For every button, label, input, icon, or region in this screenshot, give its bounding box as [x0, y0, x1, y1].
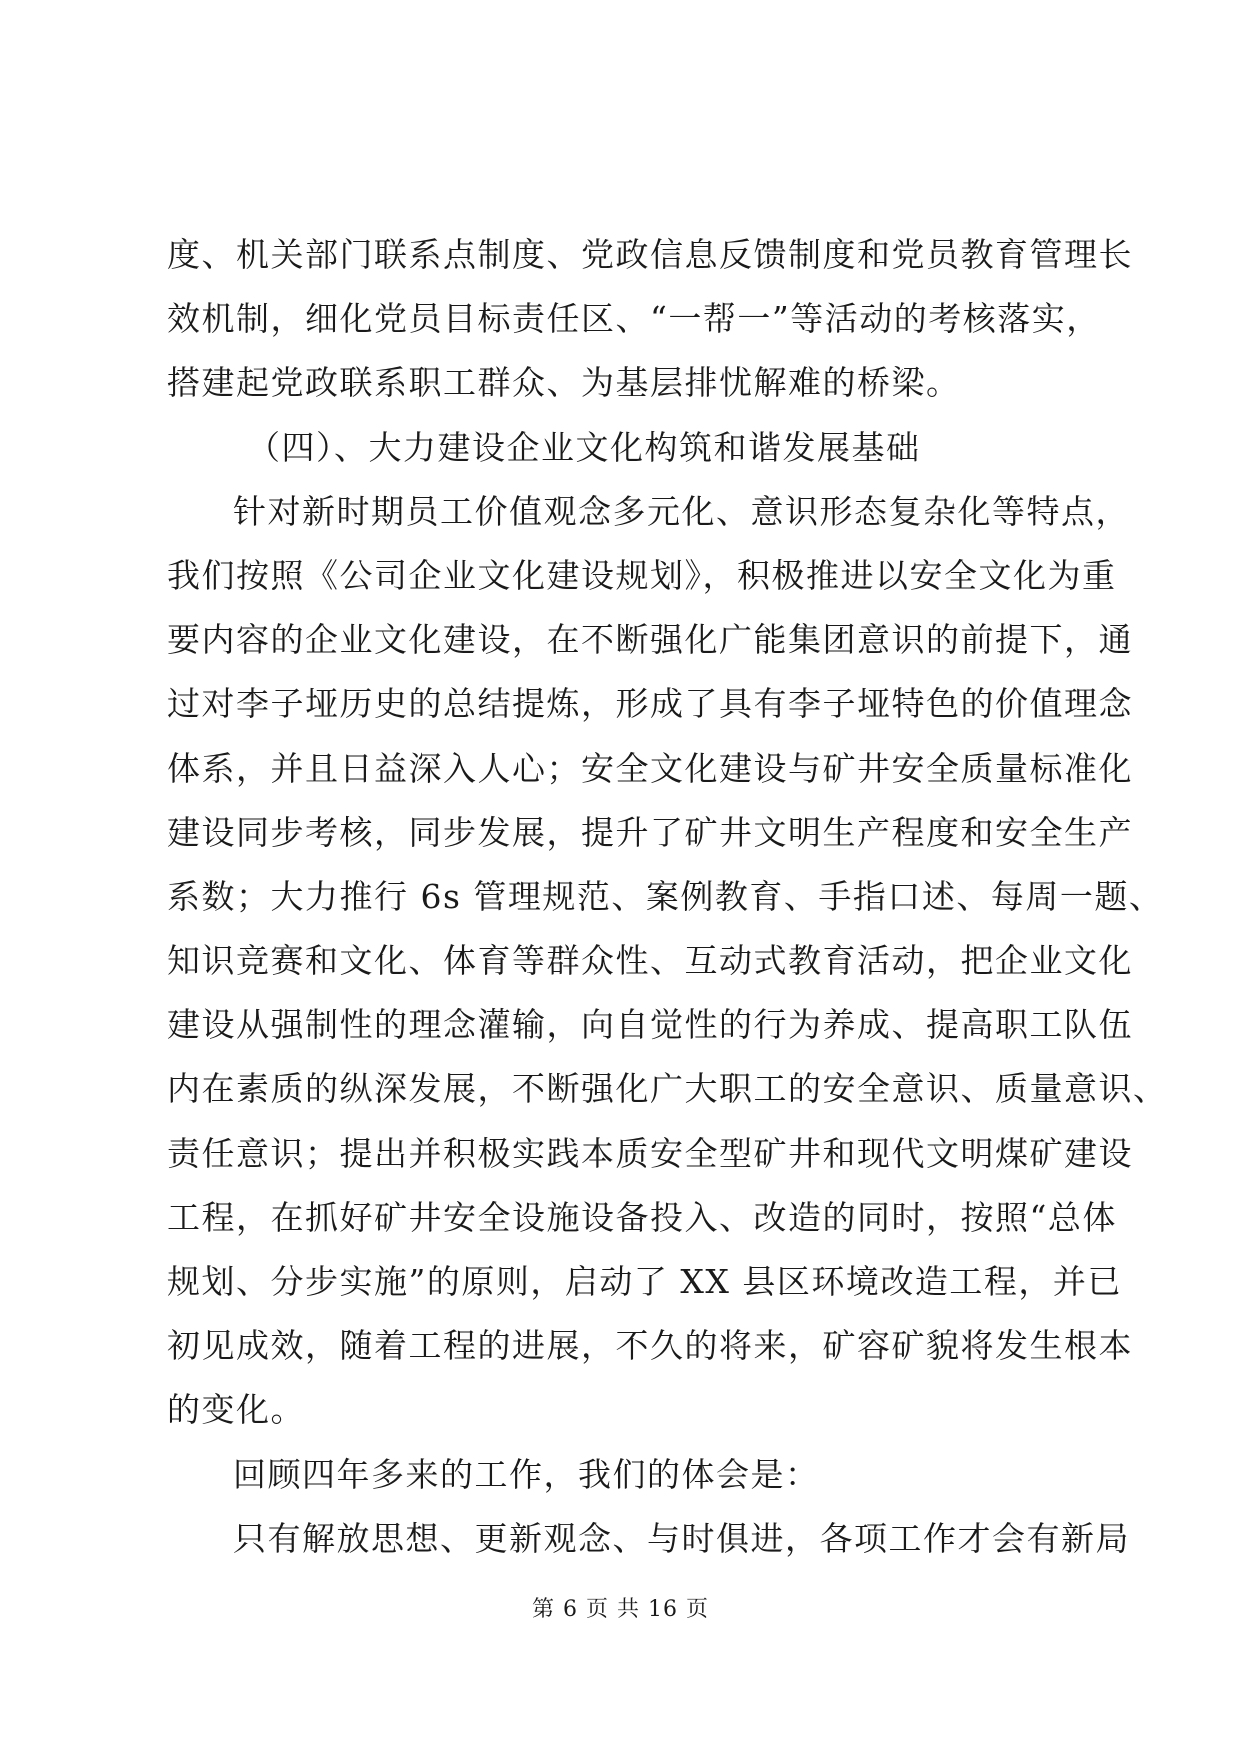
- section-heading: （四）、大力建设企业文化构筑和谐发展基础: [247, 427, 921, 467]
- text-line: 针对新时期员工价值观念多元化、意识形态复杂化等特点，: [233, 491, 1130, 531]
- text-line: 责任意识；提出并积极实践本质安全型矿井和现代文明煤矿建设: [167, 1133, 1133, 1173]
- text-line: 工程，在抓好矿井安全设施设备投入、改造的同时，按照“总体: [167, 1197, 1117, 1237]
- text-line: 体系，并且日益深入人心；安全文化建设与矿井安全质量标准化: [167, 748, 1133, 788]
- text-line: 效机制，细化党员目标责任区、“一帮一”等活动的考核落实，: [167, 299, 1101, 339]
- document-body: [167, 223, 1168, 1571]
- text-line: 建设同步考核，同步发展，提升了矿井文明生产程度和安全生产: [167, 812, 1133, 852]
- page-number-footer: 第 6 页 共 16 页: [532, 1597, 709, 1622]
- text-line: 初见成效，随着工程的进展，不久的将来，矿容矿貌将发生根本: [167, 1326, 1133, 1366]
- text-line: 要内容的企业文化建设，在不断强化广能集团意识的前提下，通: [167, 620, 1133, 660]
- text-line: 回顾四年多来的工作，我们的体会是：: [233, 1454, 820, 1494]
- text-line: 内在素质的纵深发展，不断强化广大职工的安全意识、质量意识、: [167, 1069, 1168, 1109]
- text-line: 知识竞赛和文化、体育等群众性、互动式教育活动，把企业文化: [167, 941, 1133, 981]
- text-line: 的变化。: [167, 1390, 305, 1430]
- text-line: 规划、分步实施”的原则，启动了 XX 县区环境改造工程，并已: [167, 1262, 1122, 1301]
- text-line: 只有解放思想、更新观念、与时俱进，各项工作才会有新局: [233, 1518, 1130, 1558]
- text-line: 搭建起党政联系职工群众、为基层排忧解难的桥梁。: [167, 363, 961, 403]
- text-line: 度、机关部门联系点制度、党政信息反馈制度和党员教育管理长: [167, 235, 1133, 274]
- text-line: 系数；大力推行 6s 管理规范、案例教育、手指口述、每周一题、: [167, 876, 1164, 916]
- text-line: 我们按照《公司企业文化建设规划》，积极推进以安全文化为重: [167, 555, 1117, 595]
- text-line: 建设从强制性的理念灌输，向自觉性的行为养成、提高职工队伍: [167, 1005, 1133, 1045]
- text-line: 过对李子垭历史的总结提炼，形成了具有李子垭特色的价值理念: [167, 684, 1133, 724]
